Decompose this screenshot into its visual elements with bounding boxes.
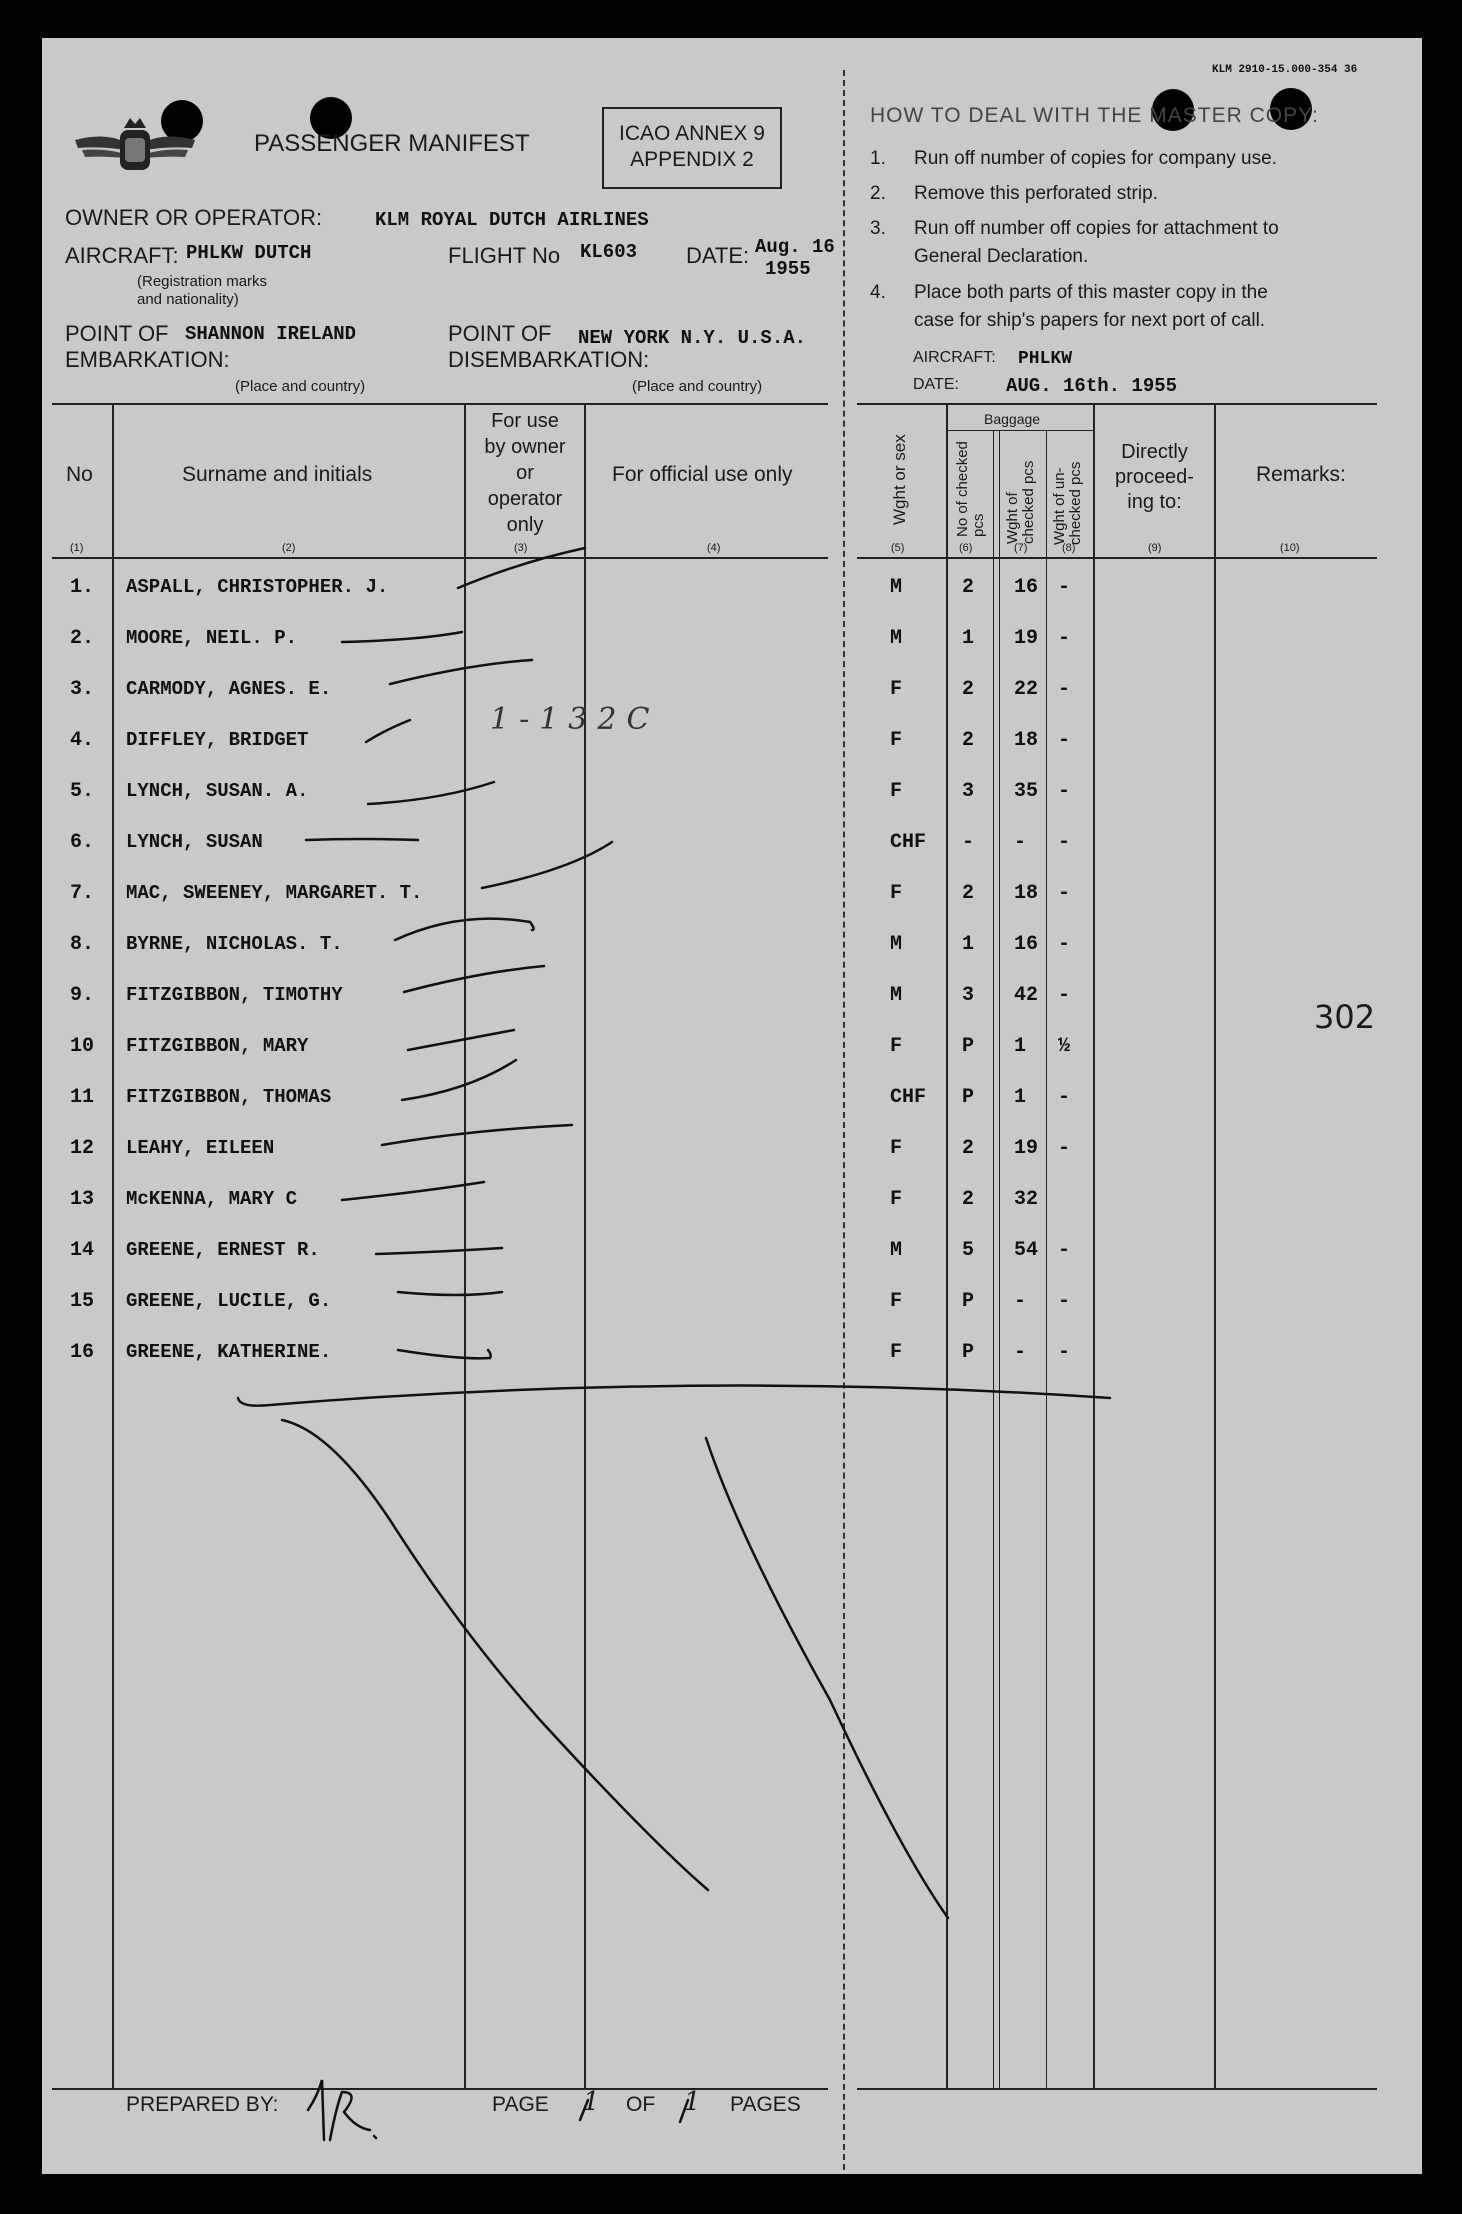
instruction-num: 4. [870, 282, 886, 303]
col-number: (4) [707, 542, 721, 554]
row-name: GREENE, ERNEST R. [126, 1239, 320, 1261]
table-row [0, 576, 1420, 626]
row-weight: 22 [1014, 678, 1039, 701]
instruction-item [870, 279, 1380, 307]
row-no: 12 [70, 1137, 95, 1160]
table-row [0, 984, 1420, 1034]
row-weight: 32 [1014, 1188, 1039, 1211]
col-header-wght-unchecked: Wght of un-checked pcs [1051, 461, 1084, 545]
row-unchecked: - [1058, 678, 1071, 701]
row-unchecked: - [1058, 1086, 1071, 1109]
col-header-remarks: Remarks: [1256, 463, 1346, 486]
table-row [0, 1137, 1420, 1187]
row-pcs: 3 [962, 780, 975, 803]
strip-date-value: AUG. 16th. 1955 [1006, 375, 1178, 397]
table-row [0, 1035, 1420, 1085]
disembark-label: POINT OF [448, 321, 552, 346]
row-name: GREENE, KATHERINE. [126, 1341, 332, 1363]
instruction-text: Run off number of copies for company use. [914, 148, 1277, 169]
baggage-rule [947, 430, 1093, 431]
disembark-label: DISEMBARKATION: [448, 347, 650, 372]
row-sex: F [890, 1035, 903, 1058]
row-unchecked: ½ [1058, 1035, 1071, 1058]
row-pcs: P [962, 1341, 975, 1364]
col-number: (1) [70, 542, 84, 554]
table-row [0, 780, 1420, 830]
row-unchecked: - [1058, 1239, 1071, 1262]
row-name: BYRNE, NICHOLAS. T. [126, 933, 343, 955]
row-unchecked: - [1058, 576, 1071, 599]
col-header-name: Surname and initials [182, 463, 373, 486]
owner-value: KLM ROYAL DUTCH AIRLINES [375, 209, 649, 231]
row-sex: F [890, 729, 903, 752]
instruction-num: 1. [870, 148, 886, 169]
prepared-by-label: PREPARED BY: [126, 2093, 279, 2116]
page-number: 1 [583, 2087, 600, 2117]
instruction-item [870, 215, 1380, 243]
row-unchecked: - [1058, 780, 1071, 803]
instruction-item [870, 243, 1380, 271]
pages-label: PAGES [730, 2093, 801, 2116]
header-text: only [506, 514, 544, 536]
row-pcs: 1 [962, 933, 975, 956]
row-sex: F [890, 678, 903, 701]
row-sex: M [890, 627, 903, 650]
table-row [0, 1341, 1420, 1391]
instructions-list [870, 145, 1380, 335]
strip-aircraft-value: PHLKW [1018, 349, 1073, 369]
row-sex: M [890, 933, 903, 956]
table-row [0, 1290, 1420, 1340]
row-unchecked: - [1058, 1137, 1071, 1160]
row-pcs: 2 [962, 1188, 975, 1211]
embark-note: (Place and country) [235, 378, 366, 395]
header-bottom-rule [857, 557, 1377, 559]
row-no: 4. [70, 729, 95, 752]
table-row [0, 678, 1420, 728]
handwritten-note: 1-132C [490, 702, 660, 737]
instruction-item [870, 180, 1380, 208]
row-sex: M [890, 1239, 903, 1262]
row-sex: M [890, 576, 903, 599]
col-number: (9) [1148, 542, 1162, 554]
row-weight: 18 [1014, 882, 1039, 905]
strip-aircraft-label: AIRCRAFT: [913, 349, 996, 366]
row-pcs: 2 [962, 882, 975, 905]
header-text: proceed- [1115, 466, 1194, 488]
row-no: 14 [70, 1239, 95, 1262]
row-unchecked: - [1058, 882, 1071, 905]
instruction-text: case for ship's papers for next port of call. [914, 310, 1266, 331]
row-no: 15 [70, 1290, 95, 1313]
row-weight: 42 [1014, 984, 1039, 1007]
row-weight: 54 [1014, 1239, 1039, 1262]
table-row [0, 1188, 1420, 1238]
row-no: 16 [70, 1341, 95, 1364]
row-no: 1. [70, 576, 95, 599]
row-sex: M [890, 984, 903, 1007]
row-unchecked: - [1058, 729, 1071, 752]
table-top-rule [52, 403, 828, 405]
embark-label: POINT OF [65, 321, 169, 346]
table-row [0, 933, 1420, 983]
col-header-baggage: Baggage [984, 411, 1041, 427]
row-name: MOORE, NEIL. P. [126, 627, 298, 649]
row-unchecked: - [1058, 984, 1071, 1007]
col-number: (7) [1014, 542, 1028, 554]
page-label: PAGE [492, 2093, 549, 2116]
row-unchecked: - [1058, 933, 1071, 956]
table-row [0, 1086, 1420, 1136]
row-no: 3. [70, 678, 95, 701]
row-pcs: 2 [962, 729, 975, 752]
flight-value: KL603 [580, 241, 638, 263]
row-pcs: 2 [962, 678, 975, 701]
row-pcs: P [962, 1035, 975, 1058]
row-pcs: P [962, 1086, 975, 1109]
col-header-sex: Wght or sex [890, 434, 909, 525]
col-number: (2) [282, 542, 296, 554]
col-number: (10) [1280, 542, 1300, 554]
date-value: Aug. 16 [755, 236, 835, 258]
row-weight: 18 [1014, 729, 1039, 752]
table-bottom-rule [857, 2088, 1377, 2090]
table-bottom-rule [52, 2088, 828, 2090]
form-serial: KLM 2910-15.000-354 36 [1212, 64, 1358, 76]
row-sex: F [890, 882, 903, 905]
page-total: 1 [684, 2087, 701, 2117]
embark-label: EMBARKATION: [65, 347, 230, 372]
row-pcs: 2 [962, 1137, 975, 1160]
row-sex: F [890, 1290, 903, 1313]
col-header-wght-checked: Wght of checked pcs [1004, 460, 1037, 544]
row-name: McKENNA, MARY C [126, 1188, 298, 1210]
row-name: LEAHY, EILEEN [126, 1137, 275, 1159]
row-unchecked: - [1058, 831, 1071, 854]
row-sex: F [890, 1188, 903, 1211]
row-weight: 1 [1014, 1035, 1027, 1058]
col-header-no: No [66, 463, 93, 486]
col-number: (8) [1062, 542, 1076, 554]
header-bottom-rule [52, 557, 828, 559]
row-pcs: 1 [962, 627, 975, 650]
instruction-text: Place both parts of this master copy in the [914, 282, 1268, 303]
row-weight: - [1014, 1290, 1027, 1313]
icao-annex: ICAO ANNEX 9 [619, 122, 765, 145]
strip-date-label: DATE: [913, 376, 959, 393]
aircraft-value: PHLKW DUTCH [186, 242, 312, 264]
row-name: LYNCH, SUSAN. A. [126, 780, 309, 802]
table-row [0, 627, 1420, 677]
row-pcs: P [962, 1290, 975, 1313]
header-text: For use [491, 410, 559, 432]
row-name: FITZGIBBON, THOMAS [126, 1086, 332, 1108]
klm-logo [70, 110, 200, 180]
col-number: (5) [891, 542, 905, 554]
row-pcs: 5 [962, 1239, 975, 1262]
row-pcs: 3 [962, 984, 975, 1007]
header-text: Directly [1121, 441, 1188, 463]
row-weight: - [1014, 831, 1027, 854]
header-text: or [516, 462, 534, 484]
aircraft-note: (Registration marks [137, 273, 268, 290]
instruction-num: 3. [870, 218, 886, 239]
row-no: 11 [70, 1086, 95, 1109]
row-sex: F [890, 1137, 903, 1160]
owner-label: OWNER OR OPERATOR: [65, 205, 323, 230]
row-name: MAC, SWEENEY, MARGARET. T. [126, 882, 423, 904]
col-number: (6) [959, 542, 973, 554]
col-header-owner [466, 408, 584, 538]
col-header-directly [1095, 440, 1214, 515]
instruction-text: Remove this perforated strip. [914, 183, 1158, 204]
row-unchecked: - [1058, 1290, 1071, 1313]
instructions-title: HOW TO DEAL WITH THE MASTER COPY: [870, 104, 1319, 127]
row-no: 9. [70, 984, 95, 1007]
row-name: ASPALL, CHRISTOPHER. J. [126, 576, 389, 598]
aircraft-label: AIRCRAFT: [65, 243, 179, 268]
row-no: 8. [70, 933, 95, 956]
table-row [0, 729, 1420, 779]
col-number: (3) [514, 542, 528, 554]
row-name: GREENE, LUCILE, G. [126, 1290, 332, 1312]
table-row [0, 831, 1420, 881]
embark-value: SHANNON IRELAND [185, 323, 357, 345]
row-weight: - [1014, 1341, 1027, 1364]
row-no: 2. [70, 627, 95, 650]
flight-label: FLIGHT No [448, 243, 561, 268]
disembark-value: NEW YORK N.Y. U.S.A. [578, 327, 807, 349]
disembark-note: (Place and country) [632, 378, 763, 395]
row-weight: 19 [1014, 627, 1039, 650]
of-label: OF [626, 2093, 656, 2116]
instruction-num: 2. [870, 183, 886, 204]
row-sex: F [890, 780, 903, 803]
row-name: CARMODY, AGNES. E. [126, 678, 332, 700]
row-weight: 35 [1014, 780, 1039, 803]
row-name: FITZGIBBON, MARY [126, 1035, 309, 1057]
header-text: operator [487, 488, 563, 510]
row-pcs: 2 [962, 576, 975, 599]
row-pcs: - [962, 831, 975, 854]
row-no: 10 [70, 1035, 95, 1058]
row-name: FITZGIBBON, TIMOTHY [126, 984, 343, 1006]
table-row [0, 882, 1420, 932]
row-sex: F [890, 1341, 903, 1364]
row-no: 5. [70, 780, 95, 803]
row-unchecked: - [1058, 1341, 1071, 1364]
header-text: ing to: [1127, 491, 1182, 513]
row-sex: CHF [890, 831, 927, 854]
instruction-item [870, 307, 1380, 335]
icao-appendix: APPENDIX 2 [630, 148, 754, 171]
icao-box [602, 107, 782, 189]
row-no: 6. [70, 831, 95, 854]
row-weight: 16 [1014, 933, 1039, 956]
instruction-text: General Declaration. [914, 246, 1089, 267]
date-label: DATE: [686, 243, 750, 268]
table-row [0, 1239, 1420, 1289]
col-header-checked: No of checked pcs [954, 441, 987, 537]
manifest-title: PASSENGER MANIFEST [254, 130, 530, 157]
row-unchecked: - [1058, 627, 1071, 650]
col-header-official: For official use only [612, 463, 793, 486]
header-text: by owner [484, 436, 566, 458]
row-no: 7. [70, 882, 95, 905]
remarks-stamp: 302 [1314, 998, 1376, 1036]
row-weight: 19 [1014, 1137, 1039, 1160]
row-weight: 1 [1014, 1086, 1027, 1109]
instruction-text: Run off number off copies for attachment to [914, 218, 1279, 239]
row-weight: 16 [1014, 576, 1039, 599]
aircraft-note: and nationality) [137, 291, 239, 308]
row-name: DIFFLEY, BRIDGET [126, 729, 309, 751]
instruction-item [870, 145, 1380, 173]
date-year: 1955 [765, 258, 811, 280]
row-no: 13 [70, 1188, 95, 1211]
table-top-rule [857, 403, 1377, 405]
row-name: LYNCH, SUSAN [126, 831, 263, 853]
row-sex: CHF [890, 1086, 927, 1109]
